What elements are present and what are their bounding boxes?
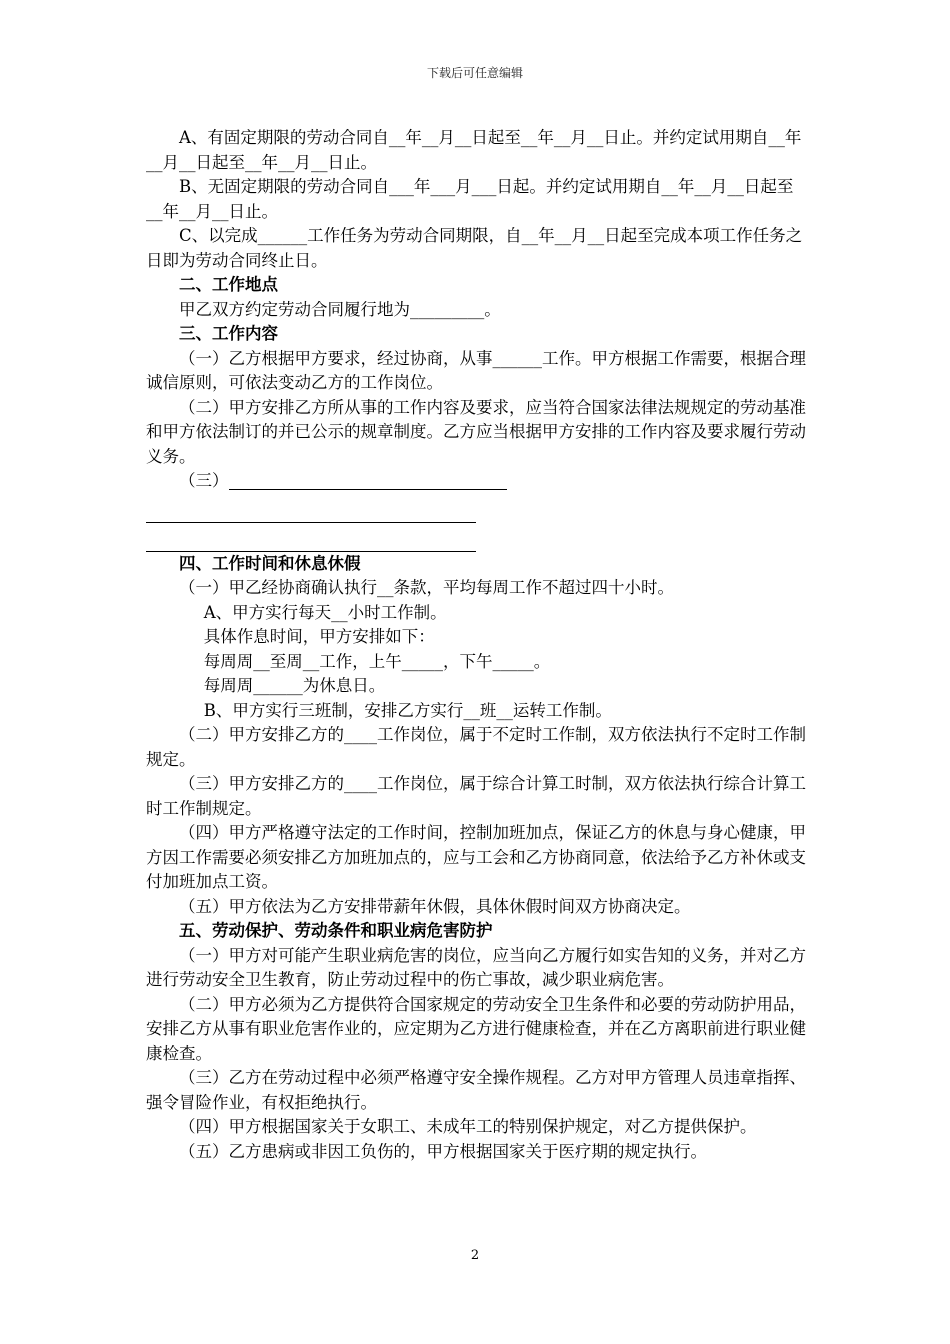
hours-clause-3: （三）甲方安排乙方的____工作岗位，属于综合计算工时制，双方依法执行综合计算工时工作制规定。 (146, 774, 806, 818)
hours-schedule-intro: 具体作息时间，甲方安排如下： (203, 627, 435, 646)
section-heading-work-content: 三、工作内容 (179, 324, 278, 343)
hours-rest-day: 每周周______为休息日。 (203, 676, 386, 695)
term-option-c: C、以完成______工作任务为劳动合同期限，自__年__月__日起至完成本项工作任务之日即为劳动合同终止日。 (146, 226, 803, 270)
page-number: 2 (470, 1248, 480, 1263)
work-content-clause-2: （二）甲方安排乙方所从事的工作内容及要求，应当符合国家法律法规规定的劳动基准和甲方依法制订的并已公示的规章制度。乙方应当根据甲方安排的工作内容及要求履行劳动义务。 (146, 397, 806, 466)
workplace-clause: 甲乙双方约定劳动合同履行地为_________。 (179, 299, 501, 319)
hours-option-a: A、甲方实行每天__小时工作制。 (203, 602, 447, 622)
page-header: 下载后可任意编辑 (426, 66, 523, 80)
blank-line (146, 523, 476, 552)
protection-clause-5: （五）乙方患病或非因工负伤的，甲方根据国家关于医疗期的规定执行。 (179, 1141, 707, 1161)
blank-line (146, 494, 476, 523)
hours-option-b: B、甲方实行三班制，安排乙方实行__班__运转工作制。 (203, 700, 612, 720)
term-option-a: A、有固定期限的劳动合同自__年__月__日起至__年__月__日止。并约定试用期自__年__月__日起至__年__月__日止。 (146, 128, 802, 172)
blank-line (229, 471, 507, 490)
hours-clause-4: （四）甲方严格遵守法定的工作时间，控制加班加点，保证乙方的休息与身心健康，甲方因工作需要必须安排乙方加班加点的，应与工会和乙方协商同意，依法给予乙方补休或支付加班加点工资。 (146, 823, 806, 891)
section-heading-working-hours: 四、工作时间和休息休假 (179, 553, 361, 573)
protection-clause-4: （四）甲方根据国家关于女职工、未成年工的特别保护规定，对乙方提供保护。 (179, 1117, 757, 1136)
clause-3-label: （三） (179, 471, 229, 490)
protection-clause-3: （三）乙方在劳动过程中必须严格遵守安全操作规程。乙方对甲方管理人员违章指挥、强令冒险作业，有权拒绝执行。 (146, 1068, 806, 1112)
hours-schedule-week: 每周周__至周__工作，上午_____，下午_____。 (203, 651, 551, 671)
hours-clause-1: （一）甲乙经协商确认执行__条款，平均每周工作不超过四十小时。 (179, 578, 674, 597)
term-option-b: B、无固定期限的劳动合同自___年___月___日起。并约定试用期自__年__月__日起至__年__月__日止。 (146, 177, 794, 221)
section-heading-workplace: 二、工作地点 (179, 275, 278, 294)
document-body (146, 126, 808, 1164)
work-content-clause-1: （一）乙方根据甲方要求，经过协商，从事______工作。甲方根据工作需要，根据合理诚信原则，可依法变动乙方的工作岗位。 (146, 348, 806, 392)
hours-clause-5: （五）甲方依法为乙方安排带薪年休假，具体休假时间双方协商决定。 (179, 896, 691, 916)
protection-clause-1: （一）甲方对可能产生职业病危害的岗位，应当向乙方履行如实告知的义务，并对乙方进行劳动安全卫生教育，防止劳动过程中的伤亡事故，减少职业病危害。 (146, 945, 806, 989)
work-content-clause-3 (146, 469, 808, 494)
hours-clause-2: （二）甲方安排乙方的____工作岗位，属于不定时工作制，双方依法执行不定时工作制规定。 (146, 725, 806, 769)
section-heading-labor-protection: 五、劳动保护、劳动条件和职业病危害防护 (179, 921, 493, 940)
protection-clause-2: （二）甲方必须为乙方提供符合国家规定的劳动安全卫生条件和必要的劳动防护用品，安排乙方从事有职业危害作业的，应定期为乙方进行健康检查，并在乙方离职前进行职业健康检查。 (146, 994, 806, 1063)
